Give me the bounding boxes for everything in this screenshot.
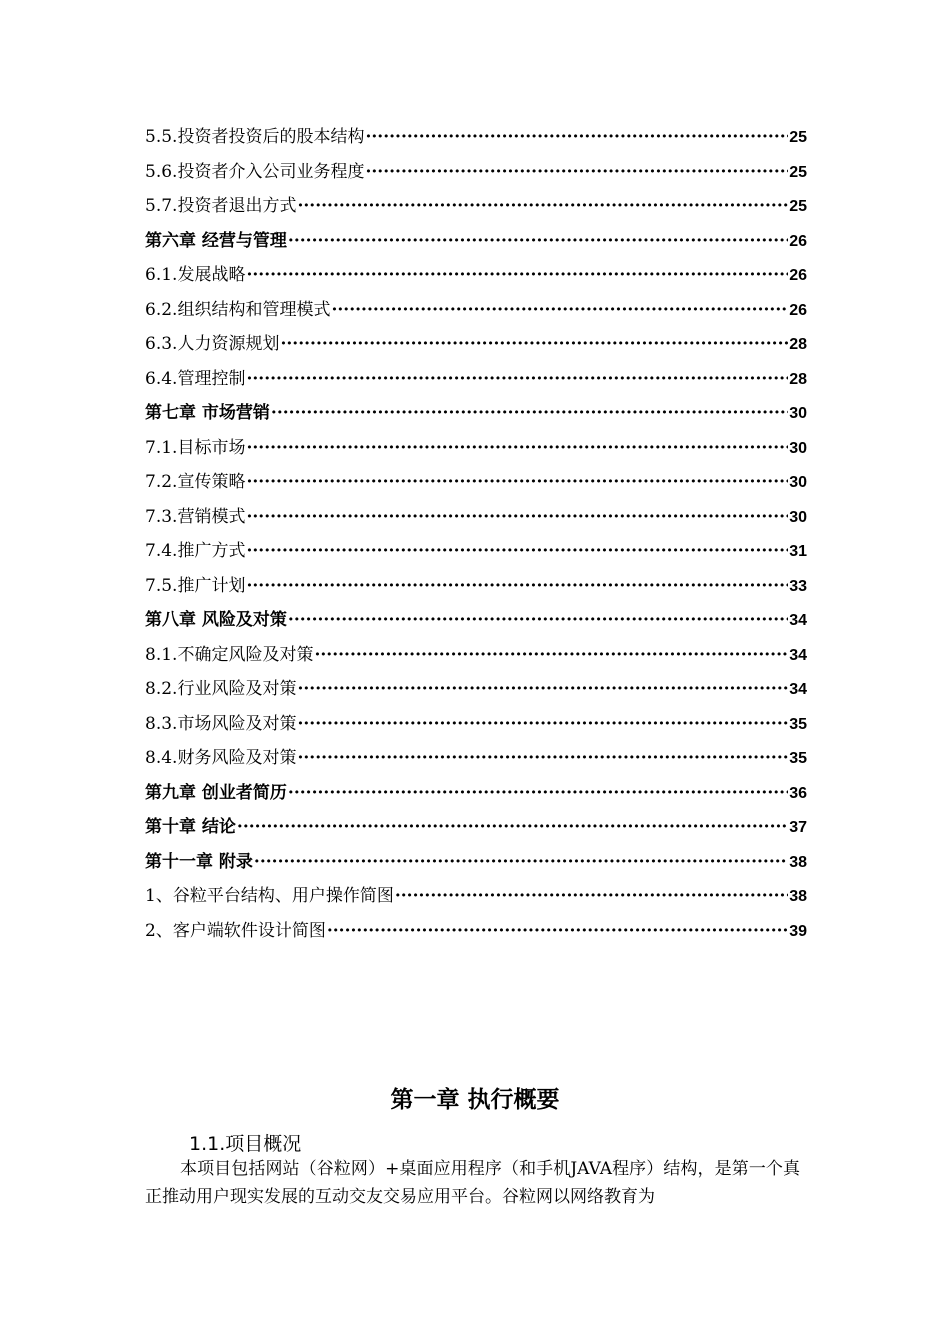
toc-page-number: 30 <box>789 508 807 526</box>
toc-section-entry[interactable] <box>145 672 807 707</box>
toc-section-entry[interactable] <box>145 293 807 328</box>
toc-dot-leader <box>254 845 788 880</box>
toc-page-number: 38 <box>789 888 807 905</box>
toc-chapter-entry[interactable] <box>145 776 807 811</box>
toc-page-number: 39 <box>789 922 807 940</box>
body-paragraph: 本项目包括网站（谷粒网）+桌面应用程序（和手机JAVA程序）结构，是第一个真正推动用户现实发展的互动交友交易应用平台。谷粒网以网络教育为 <box>145 1159 800 1207</box>
toc-dot-leader <box>297 189 788 224</box>
toc-chapter-entry[interactable] <box>145 810 807 845</box>
toc-entry-title: 7.3.营销模式 <box>145 506 246 527</box>
toc-chapter-entry[interactable] <box>145 845 807 880</box>
toc-entry-title: 6.2.组织结构和管理模式 <box>145 299 331 320</box>
toc-section-entry[interactable] <box>145 500 807 535</box>
toc-page-number: 26 <box>789 301 807 319</box>
toc-section-entry[interactable] <box>145 327 807 362</box>
toc-section-entry[interactable] <box>145 914 807 949</box>
toc-section-entry[interactable] <box>145 120 807 155</box>
toc-page-number: 28 <box>789 370 807 388</box>
toc-page-number: 36 <box>789 784 807 802</box>
toc-section-entry[interactable] <box>145 362 807 397</box>
toc-page-number: 34 <box>789 646 807 664</box>
toc-dot-leader <box>246 465 788 500</box>
toc-entry-title: 第八章 风险及对策 <box>145 610 287 630</box>
toc-chapter-entry[interactable] <box>145 224 807 259</box>
toc-section-entry[interactable] <box>145 569 807 604</box>
toc-dot-leader <box>365 155 788 190</box>
toc-page-number: 25 <box>789 129 807 146</box>
toc-dot-leader <box>246 431 788 466</box>
toc-entry-title: 7.4.推广方式 <box>145 541 246 561</box>
toc-page-number: 30 <box>789 405 807 422</box>
toc-dot-leader <box>297 707 788 742</box>
toc-page-number: 31 <box>789 543 807 560</box>
toc-page-number: 33 <box>789 577 807 595</box>
toc-page-number: 38 <box>789 853 807 871</box>
toc-section-entry[interactable] <box>145 258 807 293</box>
section-heading: 1.1.项目概况 <box>189 1133 302 1155</box>
toc-dot-leader <box>271 396 788 431</box>
toc-entry-title: 8.2.行业风险及对策 <box>145 679 297 699</box>
toc-page-number: 26 <box>789 232 807 250</box>
toc-dot-leader <box>246 569 788 604</box>
toc-dot-leader <box>288 603 788 638</box>
toc-dot-leader <box>297 672 788 707</box>
toc-entry-title: 5.5.投资者投资后的股本结构 <box>145 127 365 147</box>
toc-entry-title: 7.1.目标市场 <box>145 437 246 458</box>
toc-page-number: 26 <box>789 267 807 284</box>
toc-entry-title: 2、客户端软件设计简图 <box>145 920 326 941</box>
toc-entry-title: 第十一章 附录 <box>145 851 253 872</box>
toc-section-entry[interactable] <box>145 879 807 914</box>
toc-page-number: 35 <box>789 750 807 767</box>
toc-entry-title: 第九章 创业者简历 <box>145 782 287 803</box>
toc-dot-leader <box>246 500 788 535</box>
toc-entry-title: 6.3.人力资源规划 <box>145 334 280 354</box>
toc-entry-title: 6.4.管理控制 <box>145 368 246 389</box>
toc-entry-title: 第七章 市场营销 <box>145 403 270 423</box>
toc-entry-title: 8.3.市场风险及对策 <box>145 713 297 734</box>
toc-entry-title: 第十章 结论 <box>145 817 236 837</box>
toc-dot-leader <box>246 258 788 293</box>
toc-dot-leader <box>246 534 788 569</box>
toc-entry-title: 1、谷粒平台结构、用户操作简图 <box>145 886 394 906</box>
toc-dot-leader <box>297 741 788 776</box>
toc-entry-title: 6.1.发展战略 <box>145 265 246 285</box>
toc-page-number: 30 <box>789 474 807 491</box>
toc-section-entry[interactable] <box>145 707 807 742</box>
toc-entry-title: 第六章 经营与管理 <box>145 230 287 251</box>
toc-page-number: 35 <box>789 715 807 733</box>
toc-dot-leader <box>288 776 788 811</box>
toc-section-entry[interactable] <box>145 741 807 776</box>
toc-entry-title: 8.1.不确定风险及对策 <box>145 644 314 665</box>
toc-dot-leader <box>246 362 788 397</box>
toc-page-number: 37 <box>789 819 807 836</box>
table-of-contents <box>145 120 807 948</box>
toc-entry-title: 7.2.宣传策略 <box>145 472 246 492</box>
toc-section-entry[interactable] <box>145 465 807 500</box>
toc-page-number: 25 <box>789 163 807 181</box>
toc-section-entry[interactable] <box>145 431 807 466</box>
toc-dot-leader <box>237 810 788 845</box>
toc-entry-title: 7.5.推广计划 <box>145 575 246 596</box>
toc-page-number: 34 <box>789 681 807 698</box>
toc-dot-leader <box>288 224 788 259</box>
chapter-heading: 第一章 执行概要 <box>390 1087 560 1113</box>
toc-dot-leader <box>280 327 788 362</box>
toc-page-number: 28 <box>789 336 807 353</box>
toc-chapter-entry[interactable] <box>145 603 807 638</box>
toc-page-number: 25 <box>789 198 807 215</box>
toc-entry-title: 8.4.财务风险及对策 <box>145 748 297 768</box>
toc-page-number: 30 <box>789 439 807 457</box>
toc-page-number: 34 <box>789 612 807 629</box>
toc-dot-leader <box>365 120 788 155</box>
toc-chapter-entry[interactable] <box>145 396 807 431</box>
toc-dot-leader <box>327 914 788 949</box>
toc-section-entry[interactable] <box>145 155 807 190</box>
toc-dot-leader <box>314 638 788 673</box>
toc-section-entry[interactable] <box>145 534 807 569</box>
toc-dot-leader <box>331 293 788 328</box>
toc-dot-leader <box>395 879 788 914</box>
toc-section-entry[interactable] <box>145 638 807 673</box>
toc-section-entry[interactable] <box>145 189 807 224</box>
toc-entry-title: 5.6.投资者介入公司业务程度 <box>145 161 365 182</box>
toc-entry-title: 5.7.投资者退出方式 <box>145 196 297 216</box>
